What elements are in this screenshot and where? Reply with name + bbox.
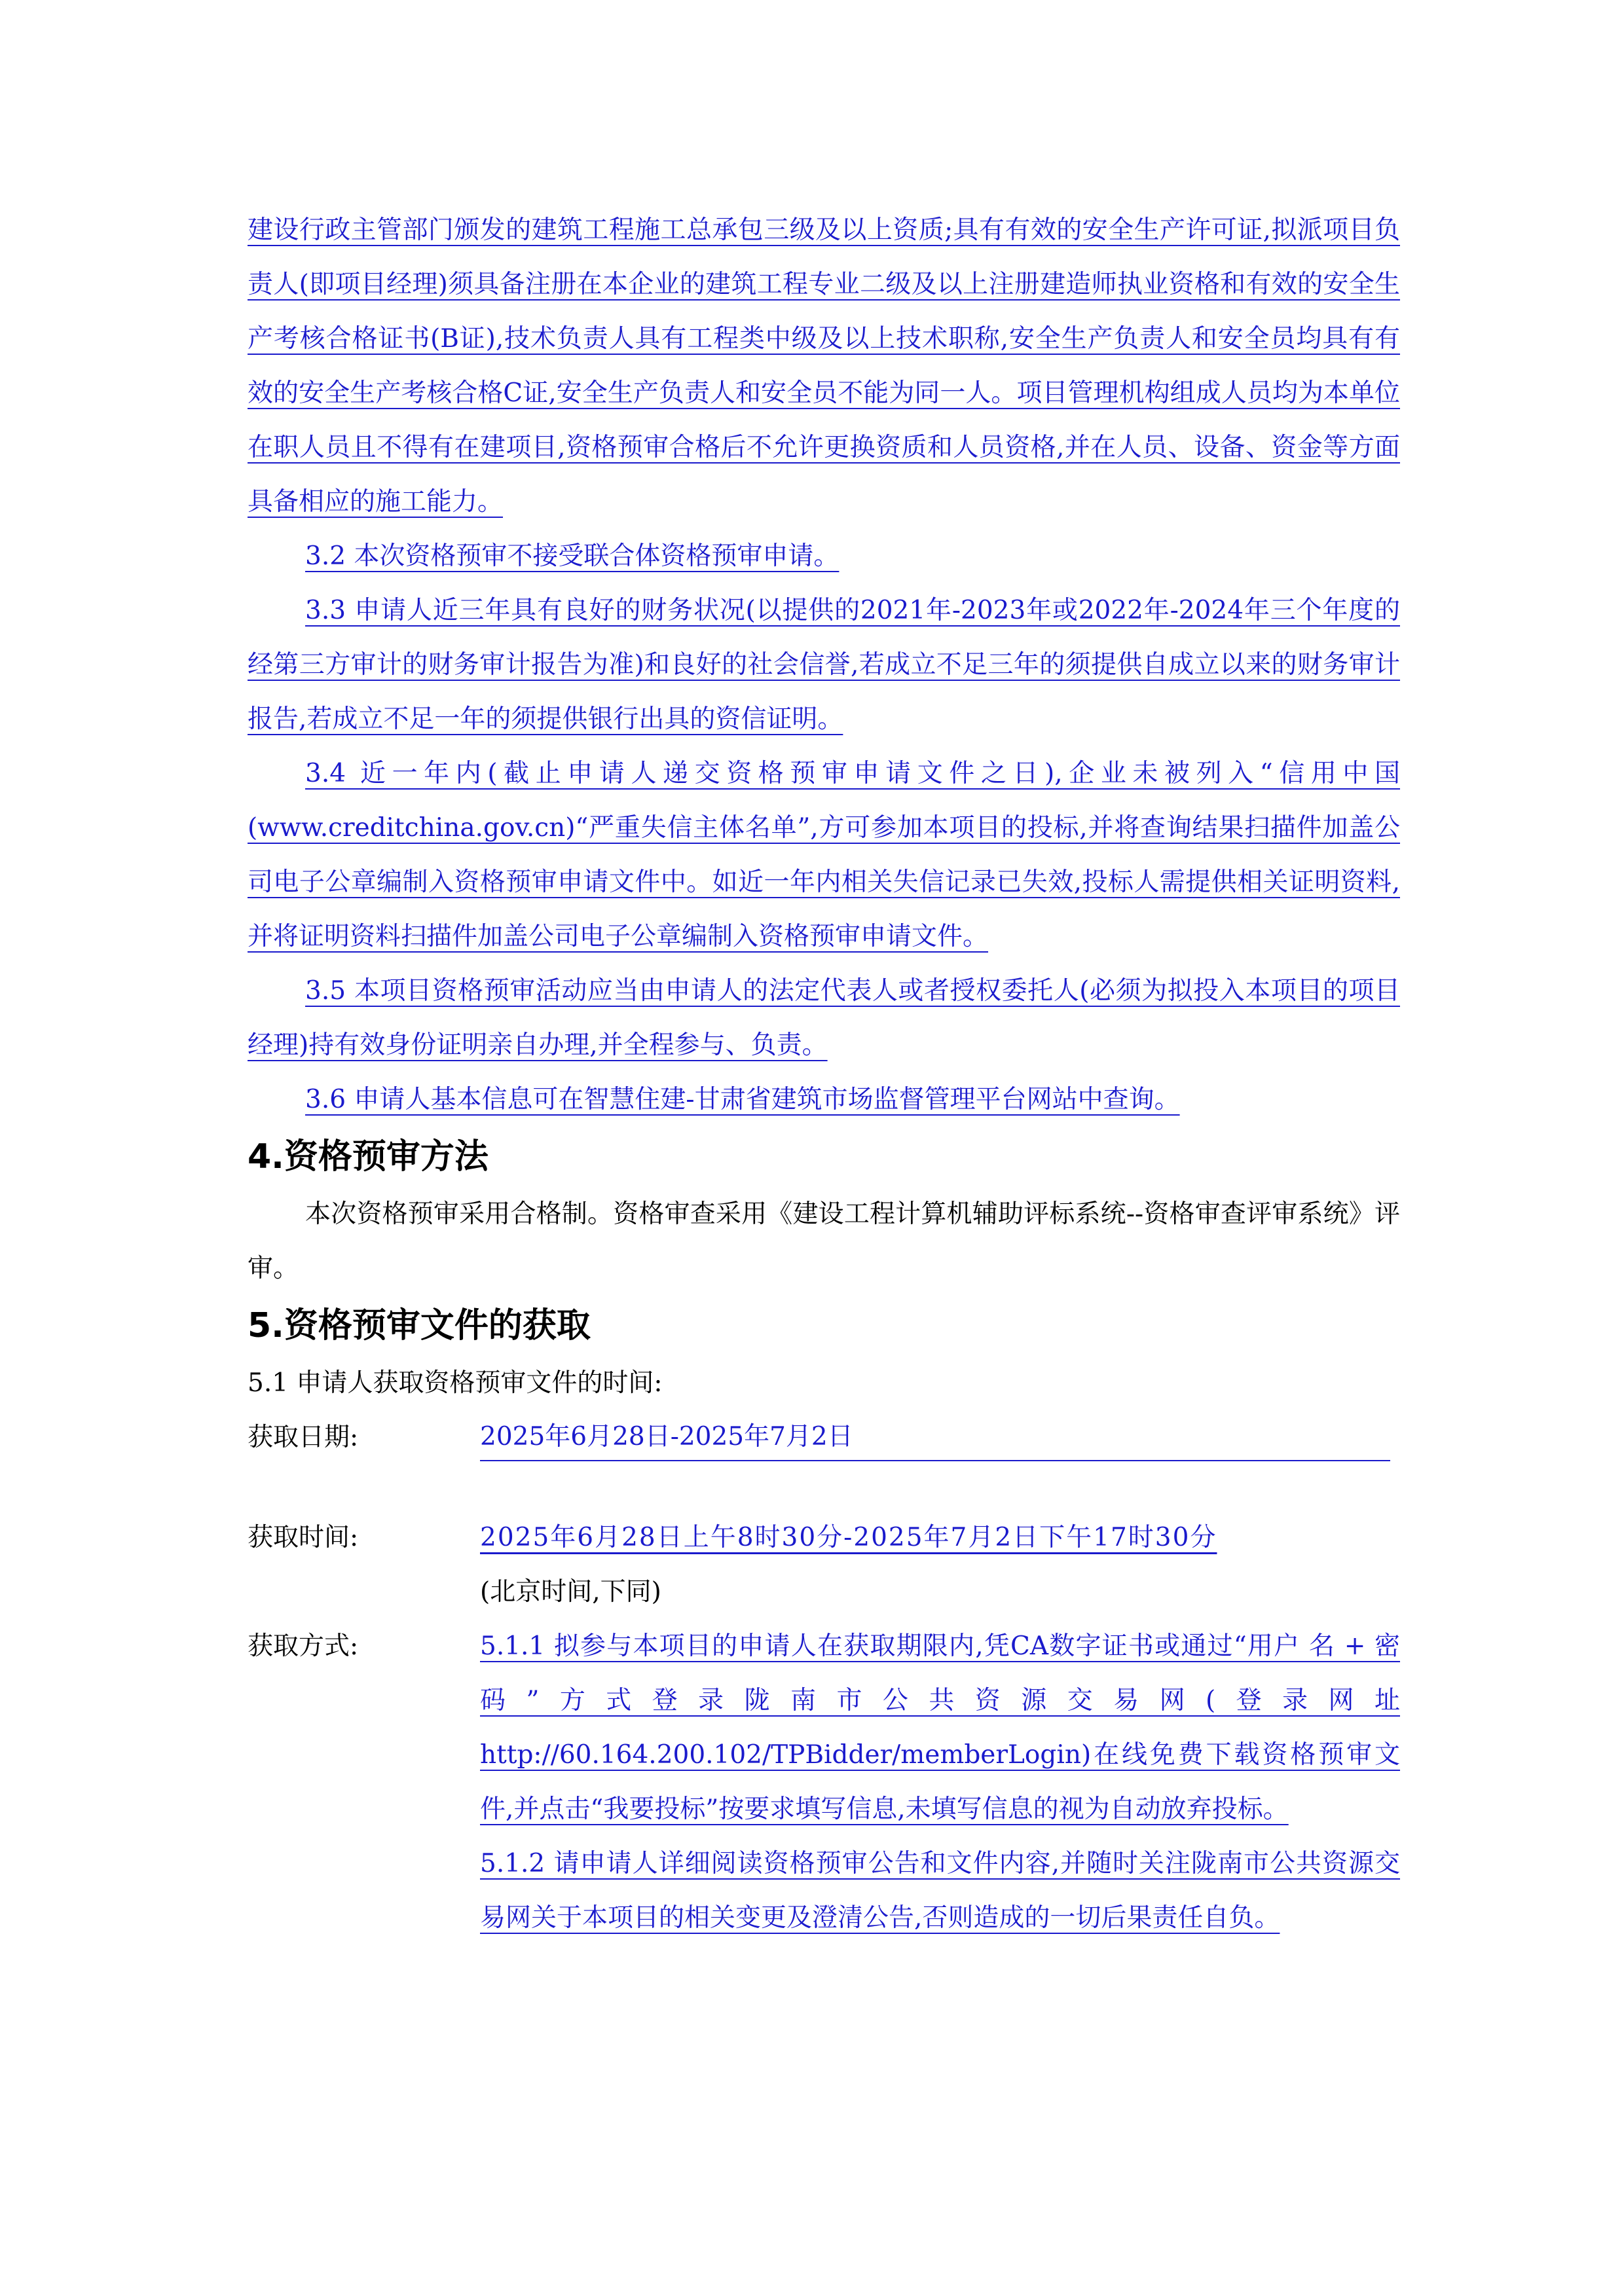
item-3-3: 3.3 申请人近三年具有良好的财务状况(以提供的2021年-2023年或2022年-2024年三个年度的经第三方审计的财务审计报告为准)和良好的社会信誉,若成立不足三年的须提供自成立以来的财务审计报告,若成立不足一年的须提供银行出具的资信证明。	[248, 596, 1400, 734]
acquisition-time-value: 2025年6月28日上午8时30分-2025年7月2日下午17时30分	[480, 1523, 1217, 1552]
acquisition-date-label: 获取日期:	[248, 1423, 359, 1452]
item-3-6: 3.6 申请人基本信息可在智慧住建-甘肃省建筑市场监督管理平台网站中查询。	[305, 1085, 1180, 1114]
acquisition-method-row	[248, 1619, 1400, 1945]
spacer	[248, 1465, 1400, 1510]
section-4-body: 本次资格预审采用合格制。资格审查采用《建设工程计算机辅助评标系统--资格审查评审系统》评审。	[248, 1199, 1400, 1283]
document-page	[248, 203, 1400, 1945]
acquisition-date-row	[248, 1410, 1400, 1465]
section-5-heading: 5.资格预审文件的获取	[248, 1306, 591, 1345]
method-5-1-2: 5.1.2 请申请人详细阅读资格预审公告和文件内容,并随时关注陇南市公共资源交易网关于本项目的相关变更及澄清公告,否则造成的一切后果责任自负。	[480, 1849, 1400, 1933]
item-3-2: 3.2 本次资格预审不接受联合体资格预审申请。	[305, 541, 840, 571]
acquisition-time-row	[248, 1510, 1400, 1565]
section-4-heading: 4.资格预审方法	[248, 1137, 489, 1176]
acquisition-date-value: 2025年6月28日-2025年7月2日	[480, 1414, 1390, 1461]
qualification-paragraph	[248, 203, 1400, 529]
section-5-1-subheading: 5.1 申请人获取资格预审文件的时间:	[248, 1368, 663, 1398]
item-3-4: 3.4 近一年内(截止申请人递交资格预审申请文件之日),企业未被列入“信用中国(www.creditchina.gov.cn)“严重失信主体名单”,方可参加本项目的投标,并将查询结果扫描件加盖公司电子公章编制入资格预审申请文件中。如近一年内相关失信记录已失效,投标人需提供相关证明资料,并将证明资料扫描件加盖公司电子公章编制入资格预审申请文件。	[248, 759, 1400, 951]
item-3-5: 3.5 本项目资格预审活动应当由申请人的法定代表人或者授权委托人(必须为拟投入本项目的项目经理)持有效身份证明亲自办理,并全程参与、负责。	[248, 976, 1400, 1060]
qualification-text: 建设行政主管部门颁发的建筑工程施工总承包三级及以上资质;具有有效的安全生产许可证,拟派项目负责人(即项目经理)须具备注册在本企业的建筑工程专业二级及以上注册建造师执业资格和有效的安全生产考核合格证书(B证),技术负责人具有工程类中级及以上技术职称,安全生产负责人和安全员均具有有效的安全生产考核合格C证,安全生产负责人和安全员不能为同一人。项目管理机构组成人员均为本单位在职人员且不得有在建项目,资格预审合格后不允许更换资质和人员资格,并在人员、设备、资金等方面具备相应的施工能力。	[248, 215, 1400, 517]
acquisition-method-label: 获取方式:	[248, 1631, 359, 1661]
method-5-1-1[interactable]: 5.1.1 拟参与本项目的申请人在获取期限内,凭CA数字证书或通过“用户 名 + 密 码”方式登录陇南市公共资源交易网(登录网址http://60.164.200.102/TPBidder/memberLogin)在线免费下载资格预审文件,并点击“我要投标”按要求填写信息,未填写信息的视为自动放弃投标。	[480, 1631, 1400, 1824]
beijing-time-note: (北京时间,下同)	[480, 1577, 661, 1607]
acquisition-time-label: 获取时间:	[248, 1523, 359, 1552]
